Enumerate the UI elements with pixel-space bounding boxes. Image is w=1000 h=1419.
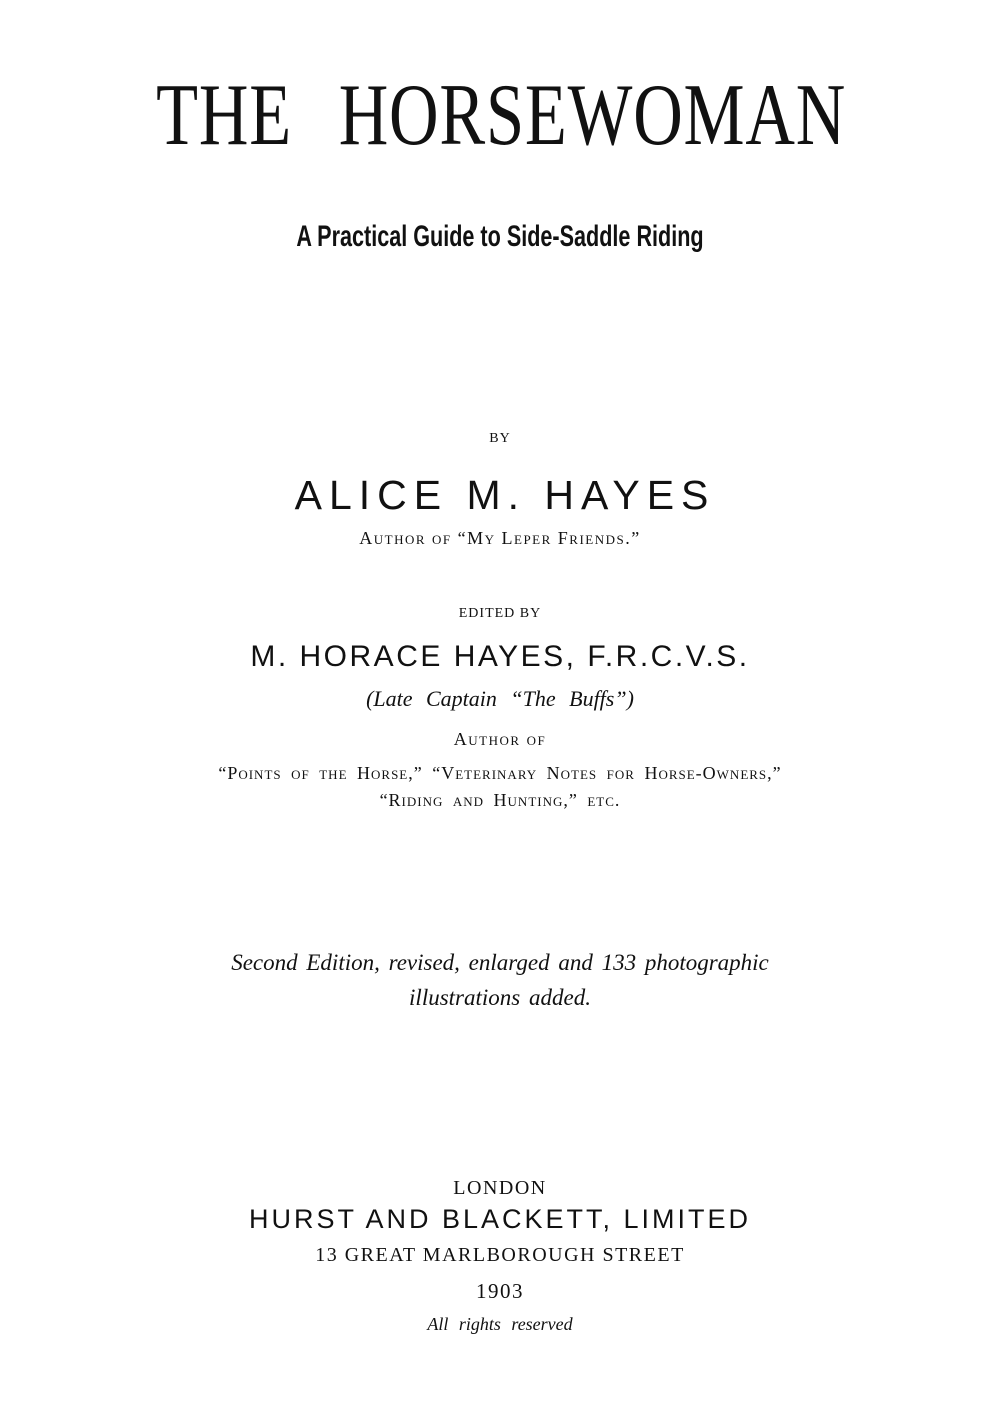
author-credit: Author of “My Leper Friends.”	[359, 528, 641, 548]
editor-works-line-1: “Points of the Horse,” “Veterinary Notes for Horse-Owners,”	[218, 763, 782, 783]
book-title-word-1: THE	[156, 67, 292, 164]
edition-note-line-1: Second Edition, revised, enlarged and 133 photographic	[231, 950, 769, 975]
rights-notice: All rights reserved	[427, 1314, 573, 1334]
imprint-place: LONDON	[453, 1177, 547, 1199]
book-title-word-2: HORSEWOMAN	[338, 67, 847, 164]
book-title	[111, 66, 891, 166]
editor-rank: (Late Captain “The Buffs”)	[366, 686, 634, 711]
imprint-publisher: HURST AND BLACKETT, LIMITED	[248, 1204, 752, 1234]
imprint-year: 1903	[476, 1279, 524, 1303]
edition-note-line-2: illustrations added.	[409, 985, 591, 1010]
by-label: BY	[489, 431, 511, 446]
editor-name: M. HORACE HAYES, F.R.C.V.S.	[250, 640, 750, 673]
book-subtitle: A Practical Guide to Side-Saddle Riding	[296, 220, 704, 253]
author-name: ALICE M. HAYES	[294, 472, 716, 518]
editor-credit-label: Author of	[453, 729, 547, 749]
editor-works-line-2: “Riding and Hunting,” etc.	[379, 790, 621, 810]
edited-by-label: EDITED BY	[458, 606, 542, 621]
imprint-address: 13 GREAT MARLBOROUGH STREET	[315, 1244, 685, 1266]
